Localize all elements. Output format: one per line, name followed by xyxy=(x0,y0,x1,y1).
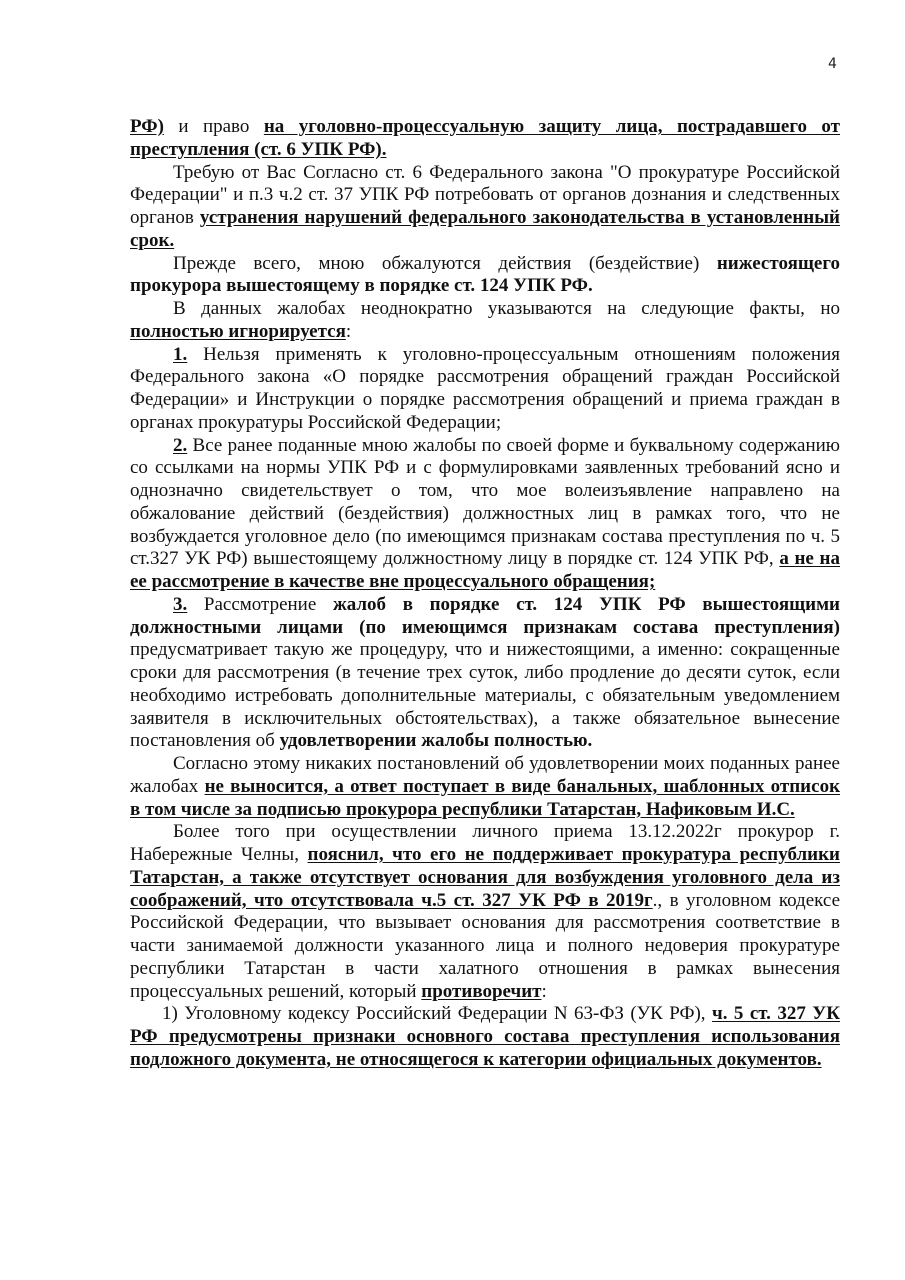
p9-colon: : xyxy=(541,980,547,1002)
item-2-number: 2. xyxy=(173,434,188,456)
paragraph-9 xyxy=(130,821,840,1003)
item-3-bold-2: удовлетворении жалобы полностью. xyxy=(279,730,593,752)
p10-bold: ч. 5 ст. 327 УК РФ предусмотрены признаки основного состава преступления использования подложного документа, не относящегося к категории официальных документов. xyxy=(130,1003,840,1070)
item-3-text: Рассмотрение xyxy=(187,593,333,615)
p9-text: Более того при осуществлении личного приема 13.12.2022г прокурор г. Набережные Челны, xyxy=(130,821,840,865)
item-1-text: Нельзя применять к уголовно-процессуальным отношениям положения Федерального закона «О порядке рассмотрения обращений граждан Российской Федерации» и Инструкции о порядке рассмотрения обращений и приема граждан в органах прокуратуры Российской Федерации; xyxy=(130,343,840,433)
p1-text: и право xyxy=(163,116,264,137)
paragraph-8 xyxy=(130,753,840,821)
paragraph-3 xyxy=(130,253,840,299)
p9-bold: пояснил, что его не поддерживает прокуратура республики Татарстан, а также отсутствует основания для возбуждения уголовного дела из соображений, что отсутствовала ч.5 ст. 327 УК РФ в 2019г xyxy=(130,844,840,911)
paragraph-2 xyxy=(130,162,840,253)
p8-text: Согласно этому никаких постановлений об удовлетворении моих поданных ранее жалобах xyxy=(130,753,840,797)
item-2-text: Все ранее поданные мною жалобы по своей форме и буквальному содержанию со ссылками на нормы УПК РФ и с формулировками заявленных требований ясно и однозначно свидетельствует о том, что мое волеизъявление направлено на обжалование действий (бездействия) должностных лиц в рамках того, что не возбуждается уголовное дело (по имеющимся признакам состава преступления по ч. 5 ст.327 УК РФ) вышестоящему должностному лицу в порядке ст. 124 УПК РФ, xyxy=(130,434,840,570)
list-item-2 xyxy=(130,435,840,594)
paragraph-1 xyxy=(130,116,840,162)
p4-colon: : xyxy=(345,320,352,342)
p1-bold-start: РФ) xyxy=(130,116,164,137)
item-3-number: 3. xyxy=(173,593,188,615)
p2-bold: устранения нарушений федерального законодательства в установленный срок. xyxy=(130,207,840,251)
item-2-bold: а не на ее рассмотрение в качестве вне процессуального обращения; xyxy=(130,548,840,592)
p3-bold: нижестоящего прокурора вышестоящему в порядке ст. 124 УПК РФ. xyxy=(130,252,840,297)
item-3-bold: жалоб в порядке ст. 124 УПК РФ вышестоящими должностными лицами (по имеющимся признакам состава преступления) xyxy=(130,593,840,638)
p10-text: 1) Уголовному кодексу Российский Федерации N 63-ФЗ (УК РФ), xyxy=(162,1003,712,1025)
paragraph-10 xyxy=(130,1003,840,1071)
item-1-number: 1. xyxy=(173,343,188,365)
p2-text: Требую от Вас Согласно ст. 6 Федерального закона "О прокуратуре Российской Федерации" и п.3 ч.2 ст. 37 УПК РФ потребовать от органов дознания и следственных органов xyxy=(130,161,840,228)
list-item-1 xyxy=(130,344,840,435)
p9-bold-2: противоречит xyxy=(421,980,542,1002)
p4-bold: полностью игнорируется xyxy=(130,320,346,342)
list-item-3 xyxy=(130,594,840,753)
p9-text-2: ., в уголовном кодексе Российской Федерации, что вызывает основания для рассмотрения соответствие в части занимаемой должности указанного лица и полного недоверия прокуратуре республики Татарстан в части халатного отношения в рамках вынесения процессуальных решений, который xyxy=(130,889,840,1002)
p8-bold: не выносится, а ответ поступает в виде банальных, шаблонных отписок в том числе за подписью прокурора республики Татарстан, Нафиковым И.С. xyxy=(130,775,841,820)
document-body xyxy=(130,116,840,1072)
p4-text: В данных жалобах неоднократно указываются на следующие факты, но xyxy=(173,298,840,319)
p1-bold-end: на уголовно-процессуальную защиту лица, пострадавшего от преступления (ст. 6 УПК РФ). xyxy=(130,116,840,160)
item-3-text-2: предусматривает такую же процедуру, что и нижестоящими, а именно: сокращенные сроки для рассмотрения (в течение трех суток, либо продление до десяти суток, если необходимо истребовать дополнительные материалы, с обязательным уведомлением заявителя в исключительных обстоятельствах), а также обязательное вынесение постановления об xyxy=(130,639,840,752)
p3-text: Прежде всего, мною обжалуются действия (бездействие) xyxy=(173,252,717,274)
paragraph-4 xyxy=(130,298,840,344)
page-number: 4 xyxy=(828,56,837,72)
